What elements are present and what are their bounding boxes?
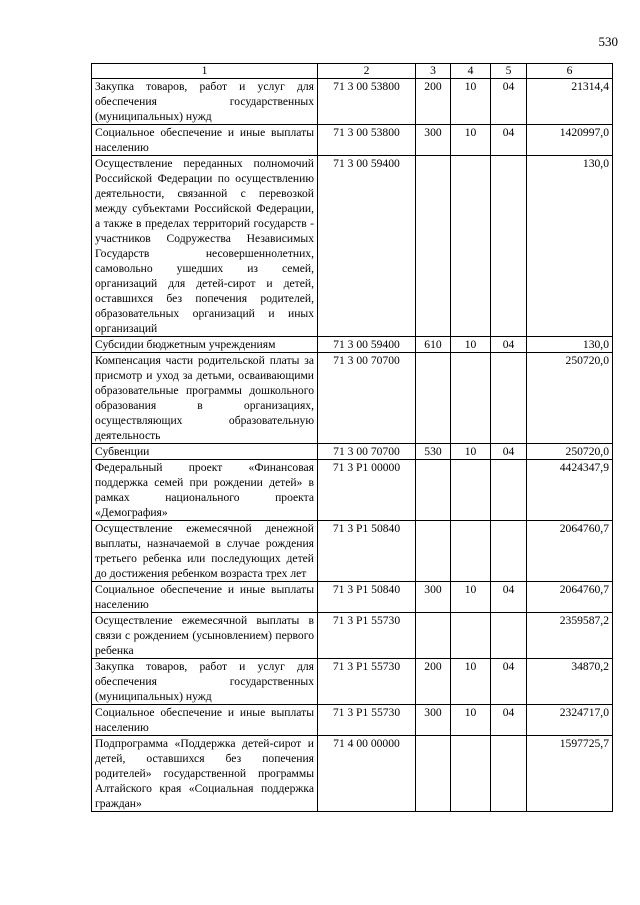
- table-row: [92, 337, 613, 353]
- row-pr: 04: [491, 444, 527, 460]
- row-vr: [416, 460, 451, 521]
- table-row: [92, 353, 613, 444]
- row-code: 71 3 P1 50840: [318, 521, 416, 582]
- row-code: 71 3 00 70700: [318, 353, 416, 444]
- row-sum: 34870,2: [527, 659, 613, 705]
- row-vr: [416, 613, 451, 659]
- table-row: [92, 444, 613, 460]
- row-code: 71 3 00 59400: [318, 337, 416, 353]
- row-code: 71 3 P1 55730: [318, 659, 416, 705]
- row-rz: [451, 156, 491, 337]
- row-pr: 04: [491, 705, 527, 736]
- row-code: 71 4 00 00000: [318, 736, 416, 812]
- row-sum: 1597725,7: [527, 736, 613, 812]
- row-name: Субвенции: [92, 444, 318, 460]
- row-pr: [491, 521, 527, 582]
- row-name: Социальное обеспечение и иные выплаты населению: [92, 705, 318, 736]
- row-pr: [491, 736, 527, 812]
- table-row: [92, 659, 613, 705]
- row-rz: 10: [451, 582, 491, 613]
- table-row: [92, 156, 613, 337]
- table-row: [92, 736, 613, 812]
- table-row: [92, 460, 613, 521]
- row-rz: [451, 353, 491, 444]
- column-header: 4: [451, 64, 491, 79]
- row-sum: 2324717,0: [527, 705, 613, 736]
- row-rz: 10: [451, 705, 491, 736]
- row-pr: 04: [491, 337, 527, 353]
- row-code: 71 3 00 70700: [318, 444, 416, 460]
- column-header: 2: [318, 64, 416, 79]
- budget-table: [91, 63, 613, 812]
- row-rz: 10: [451, 659, 491, 705]
- row-sum: 1420997,0: [527, 125, 613, 156]
- row-pr: 04: [491, 659, 527, 705]
- row-vr: [416, 521, 451, 582]
- row-rz: 10: [451, 79, 491, 125]
- table-row: [92, 521, 613, 582]
- page-number: 530: [598, 34, 618, 49]
- row-rz: 10: [451, 444, 491, 460]
- row-pr: 04: [491, 582, 527, 613]
- row-name: Осуществление ежемесячной выплаты в связи с рождением (усыновлением) первого ребенка: [92, 613, 318, 659]
- row-sum: 4424347,9: [527, 460, 613, 521]
- header-row: [92, 64, 613, 79]
- row-sum: 130,0: [527, 337, 613, 353]
- row-code: 71 3 P1 55730: [318, 705, 416, 736]
- row-name: Осуществление переданных полномочий Российской Федерации по осуществлению деятельности, связанной с перевозкой между субъектами Российской Федерации, а также в пределах территорий государств - участников Содружества Независимых Государств несовершеннолетних, самовольно ушедших из семей, организаций для детей-сирот и детей, оставшихся без попечения родителей, образовательных организаций и иных организаций: [92, 156, 318, 337]
- row-rz: [451, 736, 491, 812]
- table-row: [92, 705, 613, 736]
- row-sum: 2064760,7: [527, 521, 613, 582]
- row-rz: [451, 460, 491, 521]
- table-row: [92, 582, 613, 613]
- row-vr: 610: [416, 337, 451, 353]
- row-vr: 200: [416, 79, 451, 125]
- row-pr: [491, 460, 527, 521]
- row-sum: 2359587,2: [527, 613, 613, 659]
- row-code: 71 3 00 53800: [318, 79, 416, 125]
- row-rz: 10: [451, 337, 491, 353]
- row-sum: 250720,0: [527, 444, 613, 460]
- row-code: 71 3 P1 55730: [318, 613, 416, 659]
- row-name: Закупка товаров, работ и услуг для обеспечения государственных (муниципальных) нужд: [92, 659, 318, 705]
- column-header: 5: [491, 64, 527, 79]
- row-vr: 300: [416, 125, 451, 156]
- row-sum: 250720,0: [527, 353, 613, 444]
- row-pr: [491, 353, 527, 444]
- row-sum: 2064760,7: [527, 582, 613, 613]
- row-code: 71 3 P1 50840: [318, 582, 416, 613]
- row-vr: 200: [416, 659, 451, 705]
- row-name: Субсидии бюджетным учреждениям: [92, 337, 318, 353]
- table-row: [92, 125, 613, 156]
- column-header: 3: [416, 64, 451, 79]
- column-header: 6: [527, 64, 613, 79]
- row-code: 71 3 00 59400: [318, 156, 416, 337]
- row-name: Федеральный проект «Финансовая поддержка семей при рождении детей» в рамках национального проекта «Демография»: [92, 460, 318, 521]
- table-row: [92, 613, 613, 659]
- row-vr: 530: [416, 444, 451, 460]
- row-vr: [416, 156, 451, 337]
- row-name: Закупка товаров, работ и услуг для обеспечения государственных (муниципальных) нужд: [92, 79, 318, 125]
- row-name: Подпрограмма «Поддержка детей-сирот и детей, оставшихся без попечения родителей» государственной программы Алтайского края «Социальная поддержка граждан»: [92, 736, 318, 812]
- row-vr: 300: [416, 582, 451, 613]
- row-vr: [416, 736, 451, 812]
- table-row: [92, 79, 613, 125]
- row-rz: 10: [451, 125, 491, 156]
- row-sum: 130,0: [527, 156, 613, 337]
- row-rz: [451, 613, 491, 659]
- row-vr: [416, 353, 451, 444]
- row-code: 71 3 P1 00000: [318, 460, 416, 521]
- row-pr: [491, 613, 527, 659]
- row-rz: [451, 521, 491, 582]
- row-name: Компенсация части родительской платы за присмотр и уход за детьми, осваивающими образовательные программы дошкольного образования в организациях, осуществляющих образовательную деятельность: [92, 353, 318, 444]
- row-code: 71 3 00 53800: [318, 125, 416, 156]
- row-name: Социальное обеспечение и иные выплаты населению: [92, 582, 318, 613]
- row-vr: 300: [416, 705, 451, 736]
- row-name: Социальное обеспечение и иные выплаты населению: [92, 125, 318, 156]
- row-pr: [491, 156, 527, 337]
- row-name: Осуществление ежемесячной денежной выплаты, назначаемой в случае рождения третьего ребенка или последующих детей до достижения ребенком возраста трех лет: [92, 521, 318, 582]
- row-pr: 04: [491, 125, 527, 156]
- row-sum: 21314,4: [527, 79, 613, 125]
- row-pr: 04: [491, 79, 527, 125]
- column-header: 1: [92, 64, 318, 79]
